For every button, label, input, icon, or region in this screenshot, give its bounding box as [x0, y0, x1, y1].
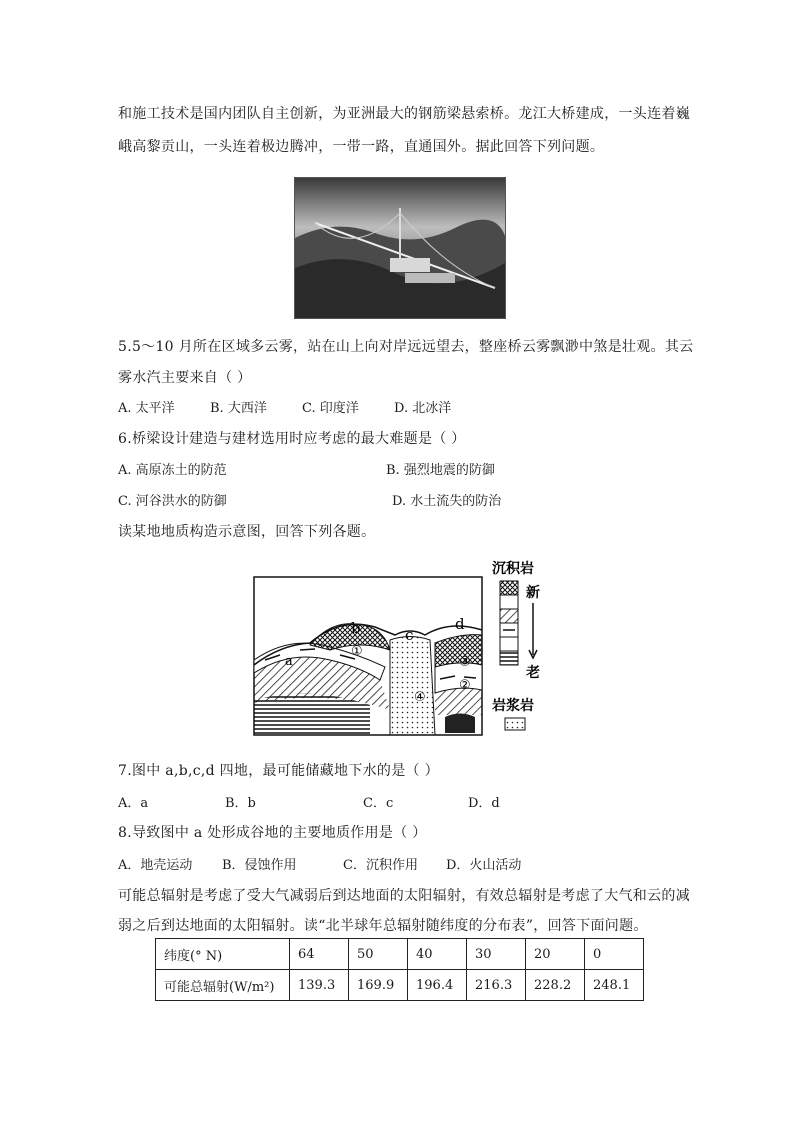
diagram-label-a: a — [285, 654, 293, 669]
legend-sedimentary: 沉积岩 — [492, 561, 534, 577]
latitude-cell: 50 — [349, 939, 408, 970]
q5-option-a[interactable]: A. 太平洋 — [118, 401, 175, 416]
latitude-cell: 0 — [585, 939, 644, 970]
radiation-cell: 216.3 — [467, 970, 526, 1001]
radiation-cell: 248.1 — [585, 970, 644, 1001]
q6-option-b[interactable]: B. 强烈地震的防御 — [386, 463, 495, 478]
q8-option-a[interactable]: A．地壳运动 — [118, 858, 193, 873]
diagram-label-d: d — [455, 615, 465, 633]
radiation-text-2: 弱之后到达地面的太阳辐射。读“北半球年总辐射随纬度的分布表”，回答下面问题。 — [118, 918, 648, 934]
geology-diagram — [250, 555, 550, 740]
radiation-text-1: 可能总辐射是考虑了受大气减弱后到达地面的太阳辐射，有效总辐射是考虑了大气和云的减 — [118, 888, 690, 904]
radiation-cell: 139.3 — [290, 970, 349, 1001]
q6-option-c[interactable]: C. 河谷洪水的防御 — [118, 494, 227, 509]
q5-stem-2: 雾水汽主要来自（ ） — [118, 370, 252, 386]
diagram-num-4: ④ — [414, 690, 426, 705]
q5-option-b[interactable]: B. 大西洋 — [210, 401, 267, 416]
q7-option-c[interactable]: C．c — [363, 796, 394, 811]
q6-option-d[interactable]: D. 水土流失的防治 — [392, 494, 502, 509]
diagram-label-b: b — [351, 619, 361, 637]
q7-option-d[interactable]: D．d — [468, 796, 500, 811]
latitude-cell: 20 — [526, 939, 585, 970]
intro-line-2: 峨高黎贡山，一头连着极边腾冲，一带一路，直通国外。据此回答下列问题。 — [118, 139, 605, 155]
diagram-num-2: ② — [459, 678, 471, 693]
q5-stem-1: 5.5～10 月所在区域多云雾，站在山上向对岸远远望去，整座桥云雾飘渺中煞是壮观。其云 — [118, 339, 694, 355]
radiation-cell: 228.2 — [526, 970, 585, 1001]
latitude-header: 纬度(° N) — [156, 939, 290, 970]
q5-option-c[interactable]: C. 印度洋 — [302, 401, 359, 416]
bridge-photo — [294, 177, 506, 319]
diagram-num-1: ① — [351, 644, 363, 659]
q8-stem: 8.导致图中 a 处形成谷地的主要地质作用是（ ） — [118, 825, 427, 841]
legend-new: 新 — [526, 585, 540, 601]
radiation-table — [155, 938, 644, 1001]
q7-option-b[interactable]: B．b — [225, 796, 256, 811]
latitude-cell: 64 — [290, 939, 349, 970]
q8-option-b[interactable]: B．侵蚀作用 — [222, 858, 297, 873]
diagram-num-3: ③ — [459, 655, 471, 670]
table-row-radiation — [156, 970, 644, 1001]
latitude-cell: 40 — [408, 939, 467, 970]
intro-line-1: 和施工技术是国内团队自主创新，为亚洲最大的钢筋梁悬索桥。龙江大桥建成，一头连着巍 — [118, 106, 690, 122]
latitude-cell: 30 — [467, 939, 526, 970]
radiation-cell: 169.9 — [349, 970, 408, 1001]
radiation-cell: 196.4 — [408, 970, 467, 1001]
table-row-latitude — [156, 939, 644, 970]
q8-option-c[interactable]: C．沉积作用 — [343, 858, 418, 873]
q7-stem: 7.图中 a,b,c,d 四地，最可能储藏地下水的是（ ） — [118, 763, 439, 779]
q6-option-a[interactable]: A. 高原冻土的防范 — [118, 463, 227, 478]
geology-intro: 读某地地质构造示意图，回答下列各题。 — [118, 524, 376, 540]
diagram-label-c: c — [405, 626, 414, 644]
radiation-header: 可能总辐射(W/m²) — [156, 970, 290, 1001]
q5-option-d[interactable]: D. 北冰洋 — [394, 401, 452, 416]
q6-stem: 6.桥梁设计建造与建材选用时应考虑的最大难题是（ ） — [118, 431, 466, 447]
legend-magmatic: 岩浆岩 — [492, 698, 534, 714]
q7-option-a[interactable]: A．a — [118, 796, 149, 811]
q8-option-d[interactable]: D．火山活动 — [446, 858, 522, 873]
legend-old: 老 — [526, 665, 540, 681]
